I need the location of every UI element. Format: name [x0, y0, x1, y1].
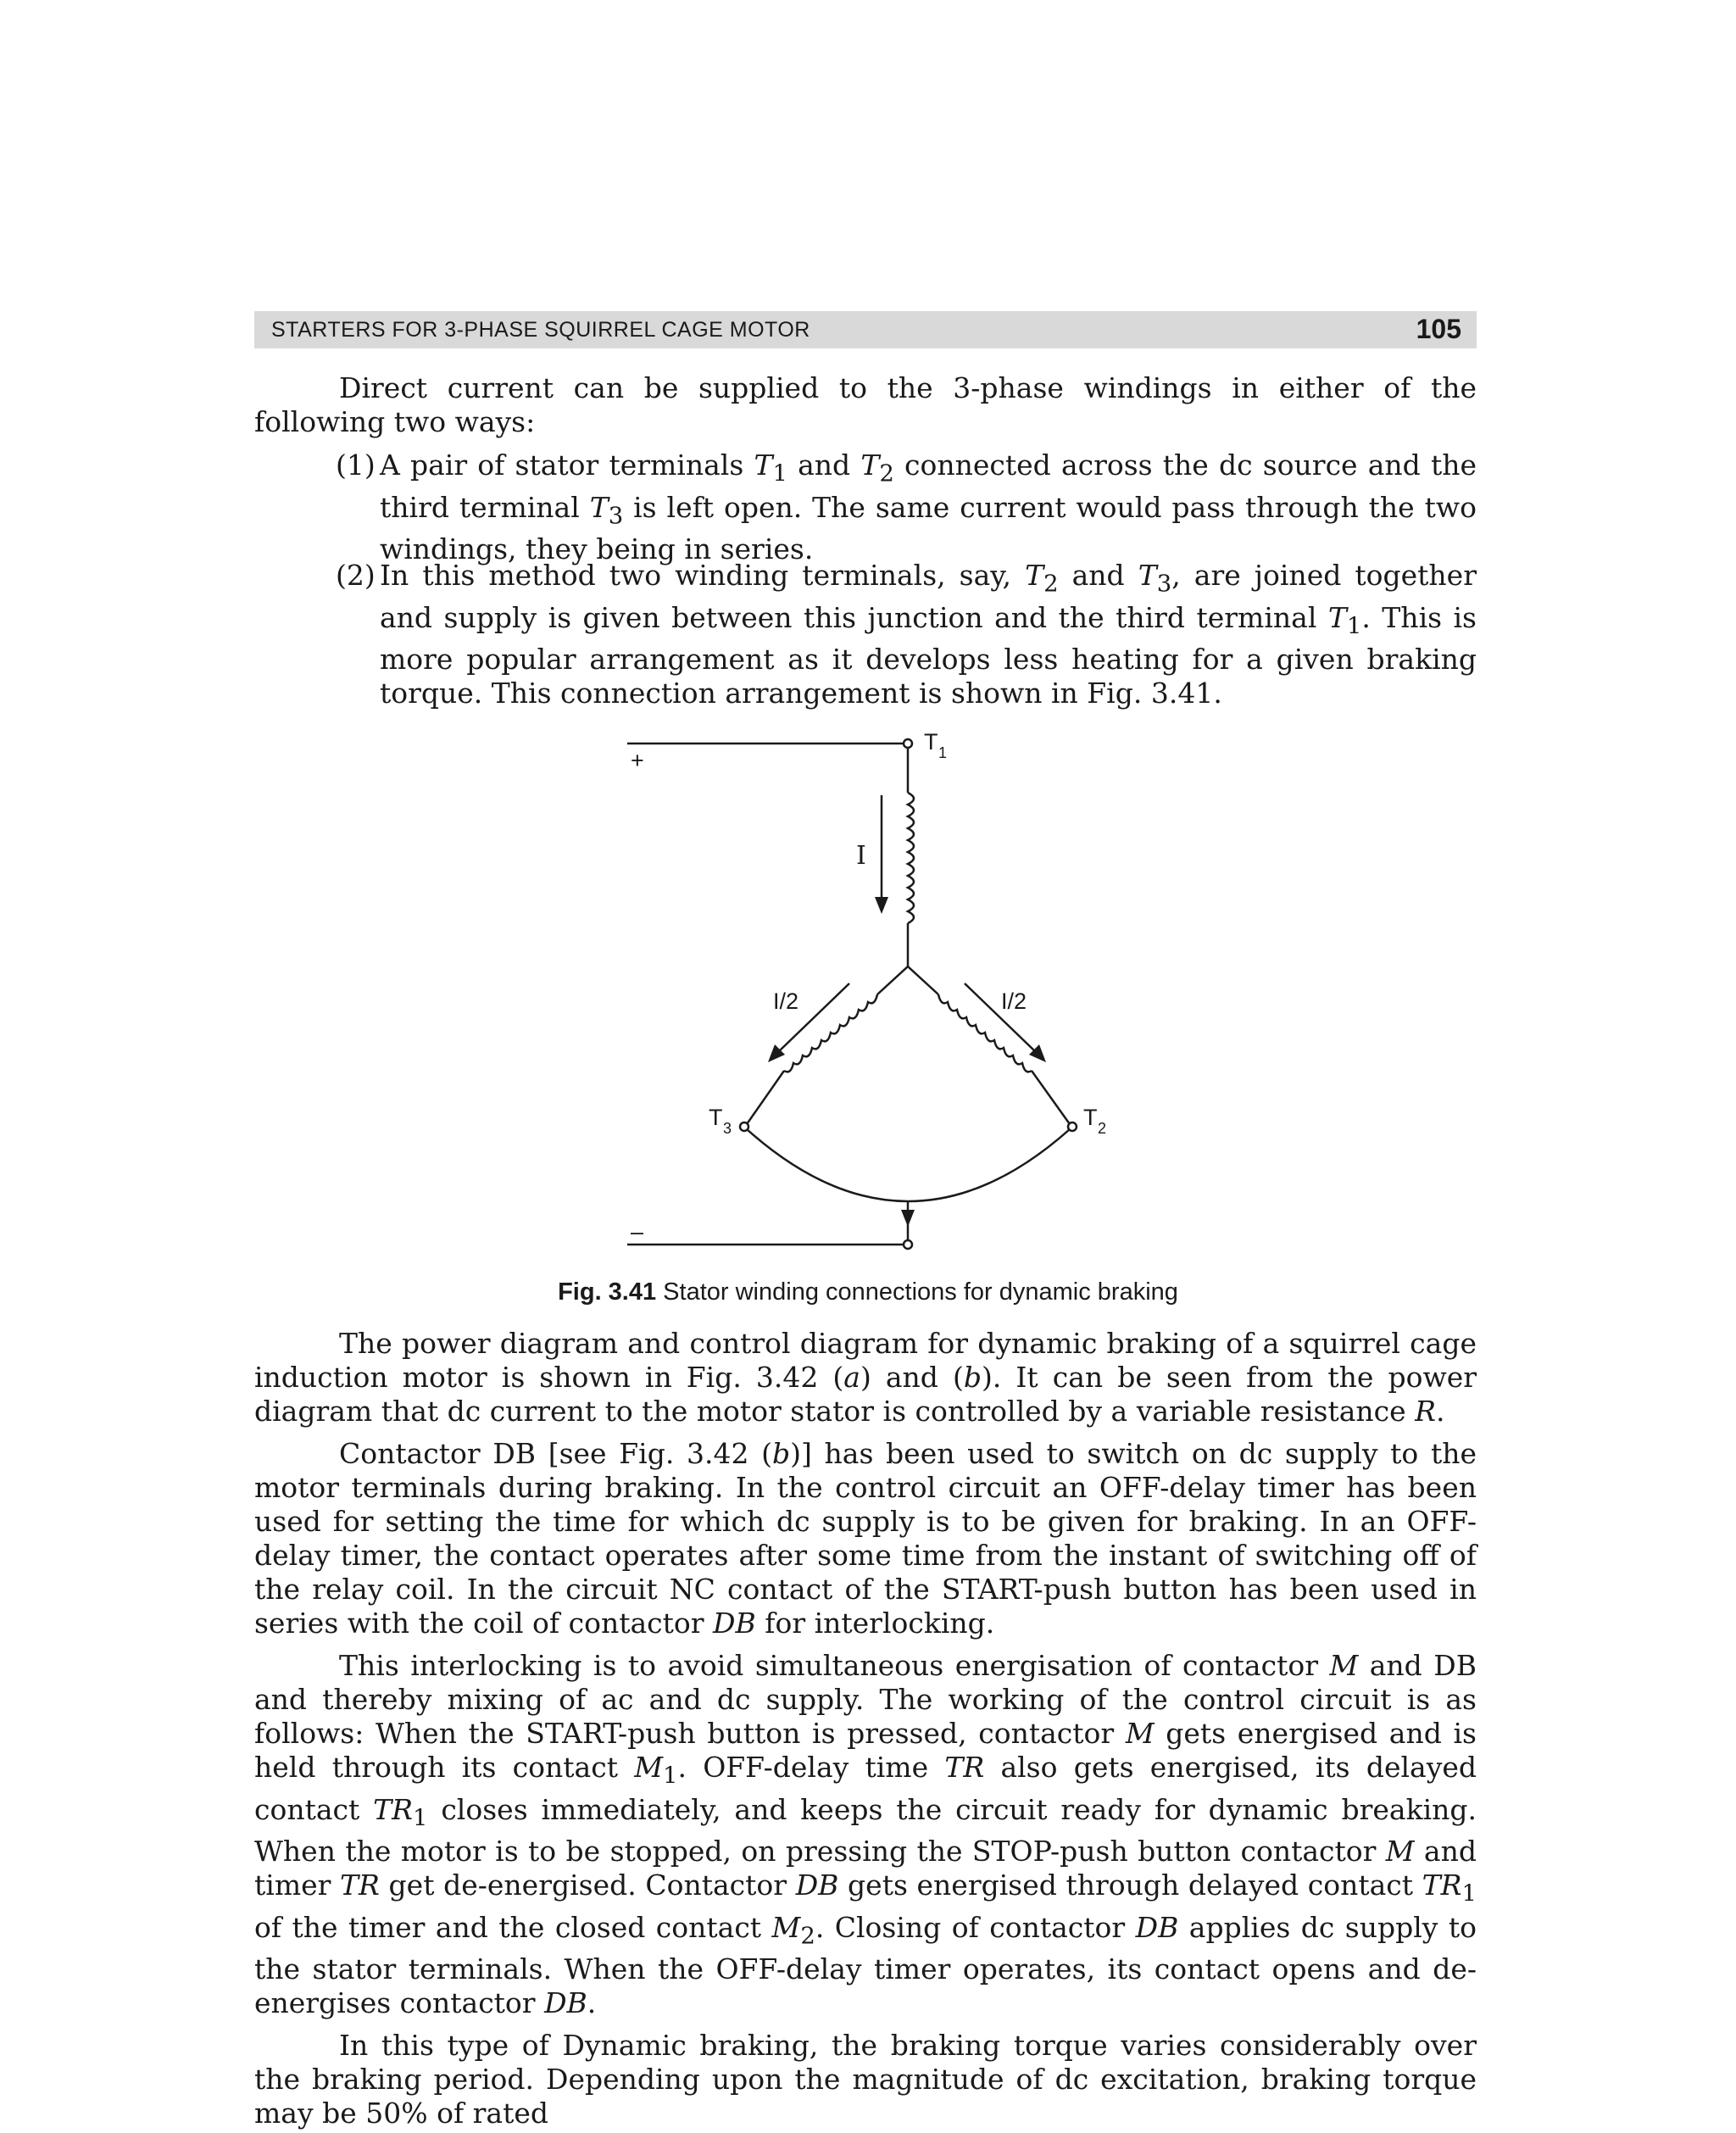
paragraph-4: In this type of Dynamic braking, the braking torque varies considerably over the braking period. Depending upon the magnitude of dc excitation, braking torque may be 50% of rated: [254, 2029, 1477, 2130]
terminal-symbol: T: [589, 490, 609, 524]
paragraph-1: The power diagram and control diagram for dynamic braking of a squirrel cage induction motor is shown in Fig. 3.42 (a) and (b). It can be seen from the power diagram that dc current to the motor stator is controlled by a variable resistance R.: [254, 1327, 1477, 1428]
arrowhead-bottom: [901, 1210, 915, 1227]
minus-sign: –: [631, 1219, 644, 1245]
label-half-right: I/2: [1001, 989, 1027, 1014]
terminal-symbol: T: [1138, 559, 1157, 592]
paragraph-2: Contactor DB [see Fig. 3.42 (b)] has been used to switch on dc supply to the motor terminals during braking. In the control circuit an OFF-delay timer has been used for setting the time for which dc supply is to be given for braking. In an OFF-delay timer, the contact operates after some time from the instant of switching off of the relay coil. In the circuit NC contact of the START-push button has been used in series with the coil of contactor DB for interlocking.: [254, 1437, 1477, 1640]
arrowhead-main: [875, 897, 888, 914]
list-text: and: [787, 448, 861, 482]
terminal-t3-node: [740, 1122, 748, 1131]
list-text: In this method two winding terminals, say,: [380, 559, 1026, 592]
label-t3-sub: 3: [723, 1120, 732, 1137]
label-t1: T: [924, 729, 938, 755]
label-t2: T: [1083, 1105, 1098, 1130]
list-text: , are joined together and supply is given between this junction and the third terminal: [380, 559, 1477, 634]
list-text: and: [1058, 559, 1138, 592]
caption-text: Stator winding connections for dynamic braking: [656, 1278, 1178, 1306]
page-number: 105: [1416, 314, 1461, 344]
terminal-subscript: 2: [879, 459, 894, 487]
terminal-subscript: 3: [608, 502, 624, 530]
figure-caption: [0, 1278, 1736, 1306]
running-title: STARTERS FOR 3-PHASE SQUIRREL CAGE MOTOR: [271, 318, 810, 342]
caption-label: Fig. 3.41: [558, 1278, 657, 1306]
list-text: . This is more popular arrangement as it develops less heating for a given braking torque. This connection arrangement is shown in Fig. 3.41.: [380, 600, 1477, 710]
paragraph-3: This interlocking is to avoid simultaneous energisation of contactor M and DB and thereby mixing of ac and dc supply. The working of the control circuit is as follows: When the START-push button is pressed, contactor M gets energised and is held through its contact $M_1$. OFF-delay time TR also gets energised, its delayed contact $TR_1$ closes immediately, and keeps the circuit ready for dynamic breaking. When the motor is to be stopped, on pressing the STOP-push button contactor M and timer TR get de-energised. Contactor DB gets energised through delayed contact $TR_1$ of the timer and the closed contact $M_2$. Closing of contactor DB applies dc supply to the stator terminals. When the OFF-delay timer operates, its contact opens and de-energises contactor DB.: [254, 1649, 1477, 2020]
junction-curve: [747, 1129, 1070, 1201]
list-number: (1): [336, 448, 376, 482]
label-t1-sub: 1: [938, 744, 948, 761]
terminal-symbol: T: [860, 448, 880, 482]
terminal-symbol: T: [1025, 559, 1044, 592]
plus-sign: +: [631, 748, 644, 773]
list-text: is left open. The same current would pass through the two windings, they being in series.: [380, 490, 1477, 566]
terminal-subscript: 2: [1043, 570, 1059, 598]
list-number: (2): [336, 559, 376, 592]
terminal-subscript: 1: [772, 459, 787, 487]
terminal-bottom-node: [904, 1240, 912, 1249]
label-half-left: I/2: [773, 989, 799, 1014]
terminal-symbol: T: [1327, 600, 1347, 634]
coil-t1: [908, 793, 914, 923]
terminal-t1-node: [904, 739, 912, 748]
label-t2-sub: 2: [1098, 1120, 1107, 1137]
terminal-subscript: 1: [1346, 612, 1362, 640]
list-text: connected across the dc source and the third terminal: [380, 448, 1477, 524]
label-t3: T: [709, 1105, 723, 1130]
intro-text: Direct current can be supplied to the 3-phase windings in either of the following two ways:: [254, 371, 1477, 438]
list-text: A pair of stator terminals: [380, 448, 754, 482]
terminal-t2-node: [1068, 1122, 1077, 1131]
terminal-symbol: T: [754, 448, 773, 482]
terminal-subscript: 3: [1156, 570, 1172, 598]
label-current: I: [856, 841, 866, 871]
body-text: [254, 1327, 1477, 2130]
